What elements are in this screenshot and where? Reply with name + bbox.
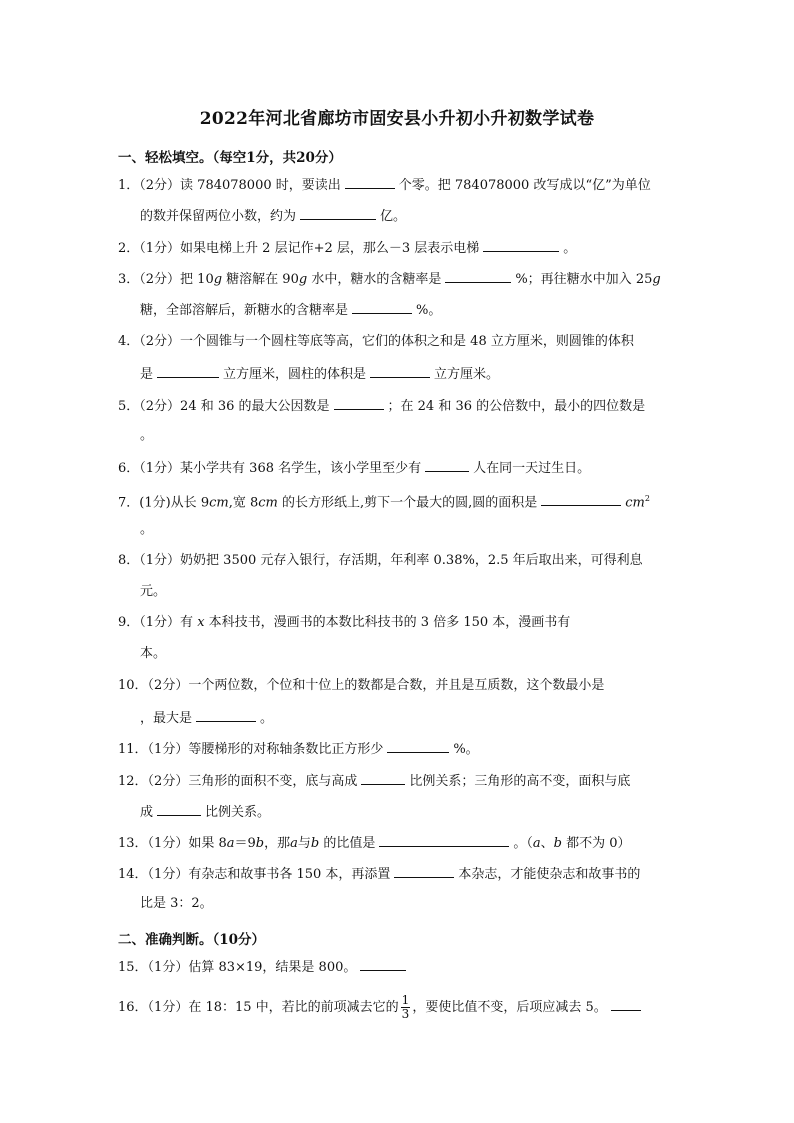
answer-blank[interactable]: [445, 270, 511, 283]
answer-blank[interactable]: [425, 459, 469, 472]
question-1-line-1: 1．（2分）读 784078000 时，要读出 个零。把 784078000 改写成以“亿”为单位: [118, 178, 651, 193]
question-8-line-2: 元。: [140, 584, 167, 599]
answer-blank[interactable]: [611, 998, 641, 1011]
question-15: 15．（1分）估算 83×19，结果是 800。: [118, 958, 410, 976]
question-9-line-2: 本。: [140, 646, 167, 661]
question-3-line-1: 3．（2分）把 10g 糖溶解在 90g 水中，糖水的含糖率是 %；再往糖水中加入 25g: [118, 272, 661, 287]
question-7-line-2: 。: [140, 522, 154, 537]
question-8-line-1: 8．（1分）奶奶把 3500 元存入银行，存活期，年利率 0.38%，2.5 年后取出来，可得利息: [118, 553, 643, 568]
answer-blank[interactable]: [387, 740, 449, 753]
question-12-line-1: 12．（2分）三角形的面积不变，底与高成 比例关系；三角形的高不变，面积与底: [118, 774, 631, 789]
question-14-line-2: 比是 3：2。: [140, 896, 213, 911]
question-14-line-1: 14．（1分）有杂志和故事书各 150 本，再添置 本杂志，才能使杂志和故事书的: [118, 867, 641, 882]
answer-blank[interactable]: [379, 834, 509, 847]
answer-blank[interactable]: [370, 365, 430, 378]
section-1-heading: 一、轻松填空。（每空1分，共20分）: [118, 150, 342, 166]
section-2-heading: 二、准确判断。（10分）: [118, 932, 266, 948]
answer-blank[interactable]: [300, 207, 376, 220]
answer-blank[interactable]: [157, 803, 201, 816]
question-6: 6．（1分）某小学共有 368 名学生，该小学里至少有 人在同一天过生日。: [118, 461, 591, 476]
exam-title: 2022年河北省廊坊市固安县小升初小升初数学试卷: [199, 109, 595, 129]
answer-blank[interactable]: [352, 301, 412, 314]
question-3-line-2: 糖，全部溶解后，新糖水的含糖率是 %。: [140, 303, 442, 318]
question-1-line-2: 的数并保留两位小数，约为 亿。: [140, 209, 407, 224]
answer-blank[interactable]: [541, 493, 621, 506]
question-7-line-1: 7．(1分)从长 9cm,宽 8cm 的长方形纸上,剪下一个最大的圆,圆的面积是 $cm^2$: [118, 494, 650, 511]
question-12-line-2: 成 比例关系。: [140, 805, 271, 820]
question-13: 13．（1分）如果 8a＝9b，那a与b 的比值是 。（a、b 都不为 0）: [118, 836, 631, 851]
answer-blank[interactable]: [483, 239, 559, 252]
question-16: 16．（1分）在 18：15 中，若比的前项减去它的 $\frac{1}{3}$ ，要使比值不变，后项应减去 5。: [118, 994, 645, 1021]
question-4-line-2: 是 立方厘米，圆柱的体积是 立方厘米。: [140, 367, 500, 382]
answer-blank[interactable]: [157, 365, 219, 378]
question-5-line-2: 。: [140, 428, 154, 443]
fraction-one-third: $\frac{1}{3}$: [401, 993, 410, 1021]
answer-blank[interactable]: [334, 397, 384, 410]
question-10-line-2: ，最大是 。: [140, 711, 274, 726]
answer-blank[interactable]: [345, 176, 395, 189]
answer-blank[interactable]: [361, 772, 405, 785]
question-11: 11．（1分）等腰梯形的对称轴条数比正方形少 %。: [118, 742, 479, 757]
question-10-line-1: 10．（2分）一个两位数，个位和十位上的数都是合数，并且是互质数，这个数最小是: [118, 678, 605, 693]
answer-blank[interactable]: [394, 865, 454, 878]
answer-blank[interactable]: [360, 958, 406, 971]
question-9-line-1: 9．（1分）有 x 本科技书，漫画书的本数比科技书的 3 倍多 150 本，漫画书有: [118, 615, 571, 630]
answer-blank[interactable]: [196, 709, 256, 722]
question-5-line-1: 5．（2分）24 和 36 的最大公因数是 ；在 24 和 36 的公倍数中，最小的四位数是: [118, 399, 646, 414]
question-4-line-1: 4．（2分）一个圆锥与一个圆柱等底等高，它们的体积之和是 48 立方厘米，则圆锥的体积: [118, 334, 634, 349]
question-2: 2．（1分）如果电梯上升 2 层记作+2 层，那么－3 层表示电梯 。: [118, 241, 577, 256]
